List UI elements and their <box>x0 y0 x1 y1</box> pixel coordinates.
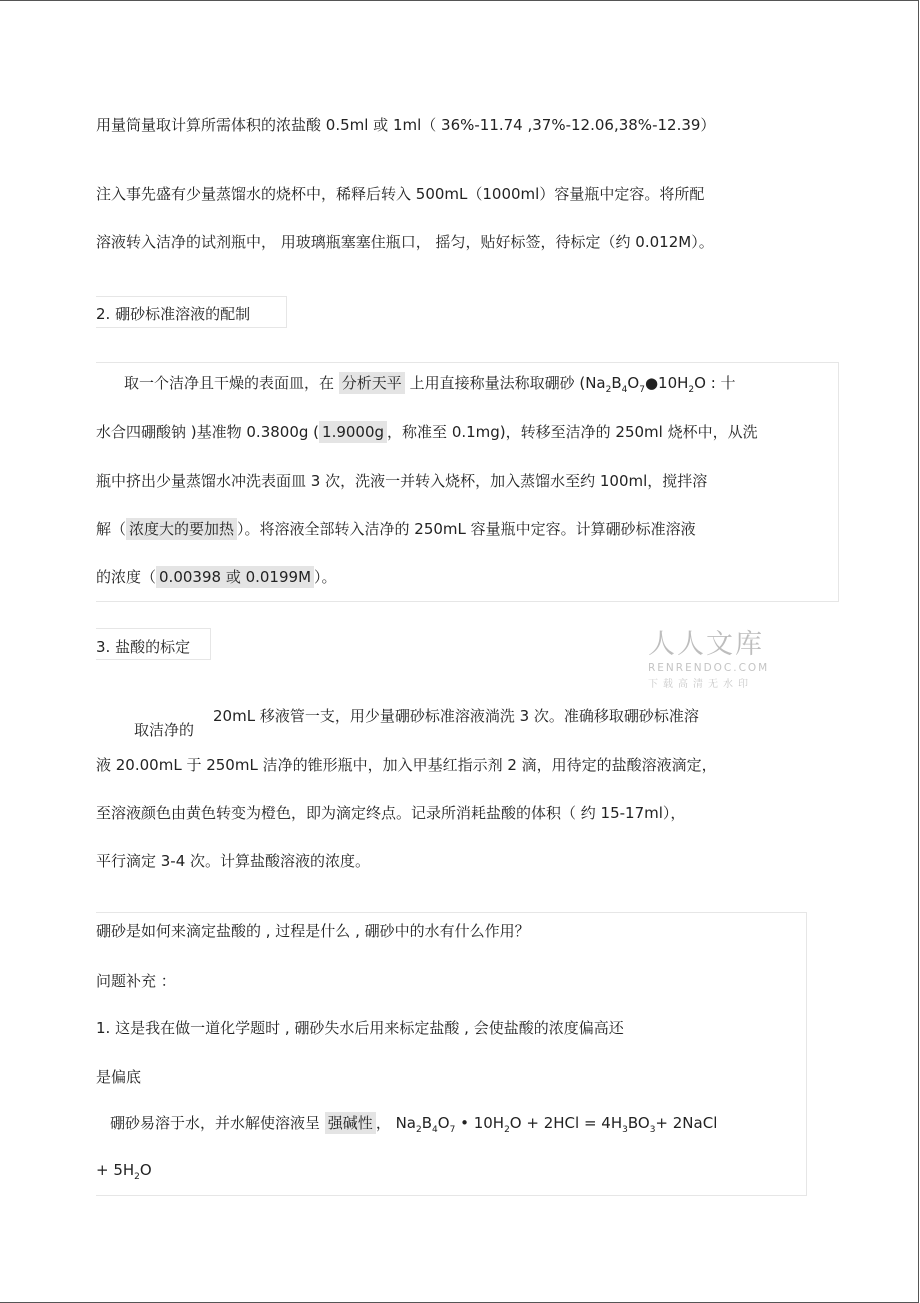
section2-line-1: 取一个洁净且干燥的表面皿，在 分析天平 上用直接称量法称取硼砂 ($Na_2B_4O_7●10H_2O$ : 十 <box>124 374 736 395</box>
highlight-mass: 1.9000g <box>319 421 387 443</box>
text-line-1: 用量筒量取计算所需体积的浓盐酸 0.5ml 或 1ml（ 36%-11.74 ,37%-12.06,38%-12.39） <box>96 116 716 134</box>
section2-heading: 2. 硼砂标准溶液的配制 <box>96 305 251 323</box>
section3-line-1: 20mL 移液管一支，用少量硼砂标准溶液淌洗 3 次。准确移取硼砂标准溶 <box>213 707 699 725</box>
text-line-2: 注入事先盛有少量蒸馏水的烧杯中，稀释后转入 500mL（1000ml）容量瓶中定容。将所配 <box>96 185 705 203</box>
qa-supplement: 问题补充 ： <box>96 972 176 990</box>
highlight-heating: 浓度大的要加热 <box>126 518 237 540</box>
section3-line-2: 液 20.00mL 于 250mL 洁净的锥形瓶中，加入甲基红指示剂 2 滴，用待定的盐酸溶液滴定， <box>96 756 717 774</box>
section3-heading: 3. 盐酸的标定 <box>96 638 191 656</box>
qa-question: 硼砂是如何来滴定盐酸的 , 过程是什么 , 硼砂中的水有什么作用？ <box>96 922 530 940</box>
qa-box <box>96 912 807 1196</box>
section2-line-5: 的浓度（ 0.00398 或 0.0199M ）。 <box>96 568 337 586</box>
section2-line-4: 解（ 浓度大的要加热 ）。将溶液全部转入洁净的 250mL 容量瓶中定容。计算硼砂标准溶液 <box>96 520 696 538</box>
watermark <box>648 622 769 690</box>
highlight-strong-base: 强碱性 <box>325 1112 376 1134</box>
qa-answer-line-1: 硼砂易溶于水，并水解使溶液呈 强碱性 ， $Na_2B_4O_7$ • $10H_2O + 2HCl = 4H_3BO_3+$ 2NaCl <box>110 1114 718 1135</box>
section3-line-3: 至溶液颜色由黄色转变为橙色，即为滴定终点。记录所消耗盐酸的体积（ 约 15-17ml）， <box>96 804 686 822</box>
qa-item-1: 1. 这是我在做一道化学题时 , 硼砂失水后用来标定盐酸 , 会使盐酸的浓度偏高还 <box>96 1019 624 1037</box>
highlight-analytical-balance: 分析天平 <box>339 372 405 394</box>
watermark-slogan: 下载高清无水印 <box>648 679 753 690</box>
section3-line-4: 平行滴定 3-4 次。计算盐酸溶液的浓度。 <box>96 852 371 870</box>
text-line-3: 溶液转入洁净的试剂瓶中， 用玻璃瓶塞塞住瓶口， 摇匀，贴好标签，待标定（约 0.012M）。 <box>96 233 714 251</box>
qa-answer-line-2: + $5H_2O$ <box>96 1161 152 1182</box>
section2-line-3: 瓶中挤出少量蒸馏水冲洗表面皿 3 次，洗液一并转入烧杯，加入蒸馏水至约 100ml，搅拌溶 <box>96 472 708 490</box>
section2-line-2: 水合四硼酸钠 )基准物 0.3800g ( 1.9000g ，称准至 0.1mg)，转移至洁净的 250ml 烧杯中，从洗 <box>96 423 758 441</box>
highlight-concentration: 0.00398 或 0.0199M <box>156 566 314 588</box>
section3-line-1-left: 取洁净的 <box>134 721 195 739</box>
watermark-title: 人人文库 <box>648 629 764 660</box>
qa-item-1b: 是偏底 <box>96 1068 142 1086</box>
watermark-domain: RENRENDOC.COM <box>648 662 770 674</box>
